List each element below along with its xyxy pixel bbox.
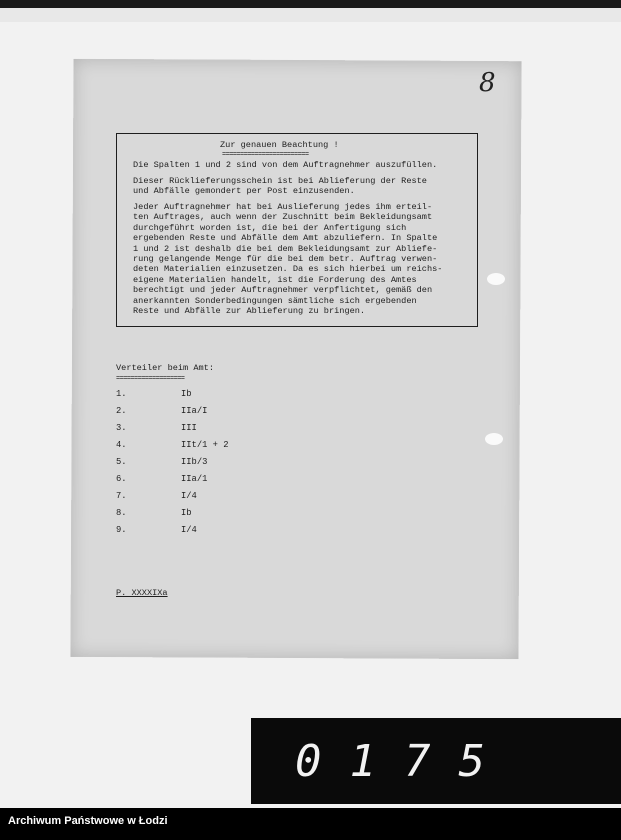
notice-heading-underline: ======================== (222, 151, 309, 159)
row-code: I/4 (181, 491, 197, 501)
notice-paragraph-3: Jeder Auftragnehmer hat bei Auslieferung jedes ihm erteil- ten Auftrages, auch wenn der Zuschnitt beim Bekleidungsamt durchgeführt worden ist, die bei der Anfertigung sich ergebenden Reste und Abfälle dem Amt abzuliefern. In Spalte 1 und 2 ist deshalb die bei dem Bekleidungsamt zur Abliefe- rung gelangende Menge für die bei dem betr. Auftrag verwen- deten Materialien einzusetzen. Da es sich hierbei um reichs- eigene Materialien handelt, ist die Forderung des Amtes berechtigt und jeder Auftragnehmer verpflichtet, gemäß den anerkannten Sonderbedingungen sämtliche sich ergebenden Reste und Abfälle zur Ablieferung zu bringen. (133, 202, 443, 317)
distribution-heading-underline: =================== (116, 375, 185, 383)
row-number: 5. (116, 457, 127, 467)
film-frame-top (0, 0, 621, 8)
handwritten-page-number: 8 (479, 68, 496, 98)
film-frame-border (0, 8, 621, 22)
row-code: IIt/1 + 2 (181, 440, 229, 450)
row-number: 4. (116, 440, 127, 450)
punch-hole (487, 273, 505, 285)
row-code: IIa/1 (181, 474, 208, 484)
notice-paragraph-2: Dieser Rücklieferungsschein ist bei Ablieferung der Reste und Abfälle gemondert per Post einzusenden. (133, 176, 427, 197)
punch-hole (485, 433, 503, 445)
row-number: 6. (116, 474, 127, 484)
row-code: Ib (181, 389, 192, 399)
notice-paragraph-1: Die Spalten 1 und 2 sind von dem Auftragnehmer auszufüllen. (133, 160, 438, 170)
archive-label: Archiwum Państwowe w Łodzi (8, 815, 168, 827)
row-number: 3. (116, 423, 127, 433)
row-code: IIb/3 (181, 457, 208, 467)
row-code: IIa/I (181, 406, 208, 416)
file-reference: P. XXXXIXa (116, 588, 168, 598)
row-code: III (181, 423, 197, 433)
row-code: I/4 (181, 525, 197, 535)
frame-counter: 0175 (295, 736, 513, 787)
row-code: Ib (181, 508, 192, 518)
row-number: 7. (116, 491, 127, 501)
notice-heading: Zur genauen Beachtung ! (220, 140, 339, 150)
row-number: 2. (116, 406, 127, 416)
row-number: 9. (116, 525, 127, 535)
distribution-heading: Verteiler beim Amt: (116, 363, 214, 373)
row-number: 8. (116, 508, 127, 518)
row-number: 1. (116, 389, 127, 399)
